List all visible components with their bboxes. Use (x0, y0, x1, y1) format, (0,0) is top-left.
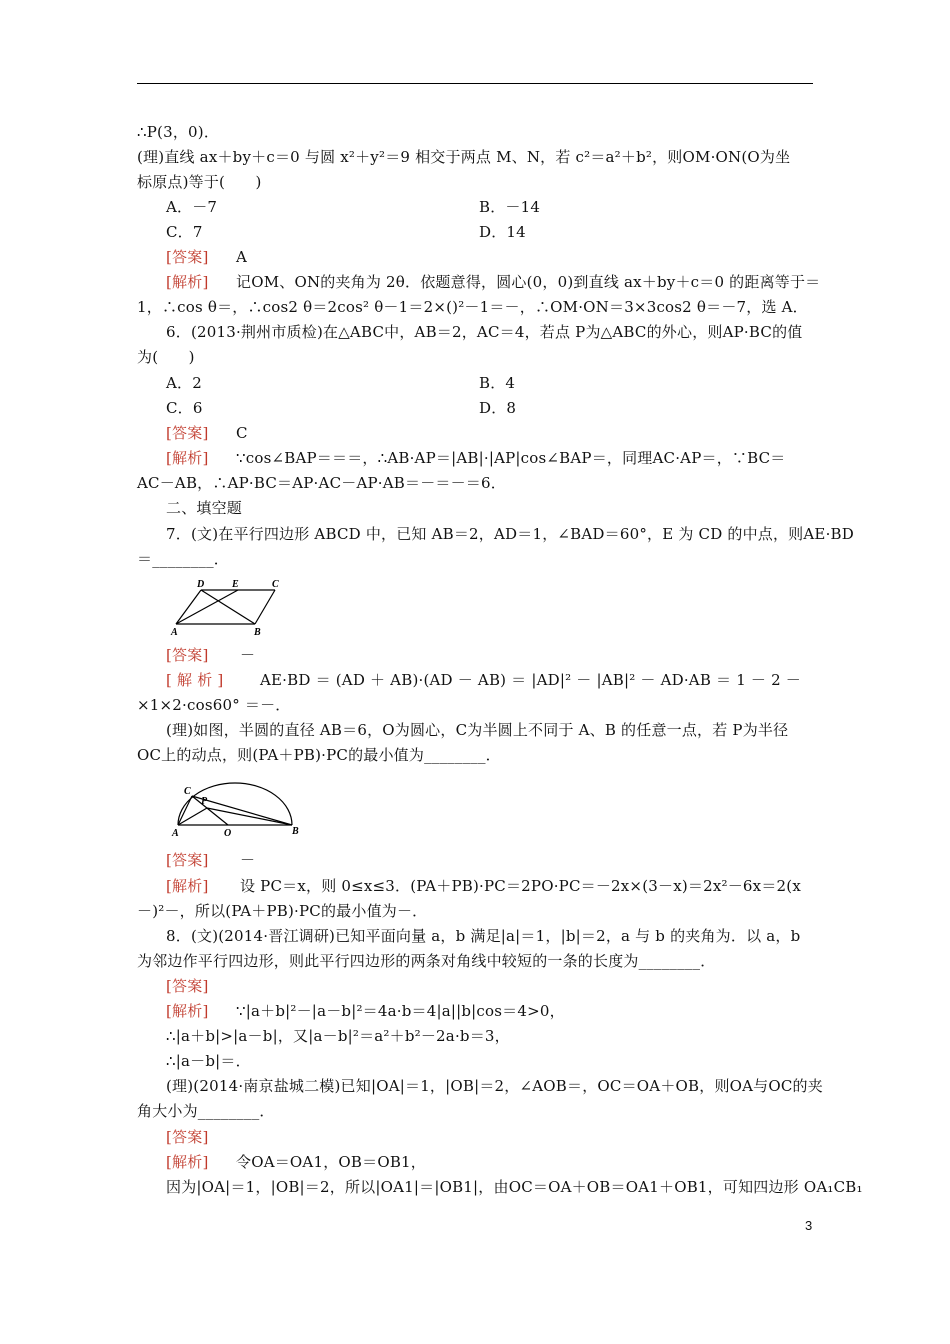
text-line: 标原点)等于( ) (137, 173, 262, 191)
answer-value: － (240, 646, 256, 664)
option-b: B．－14 (479, 198, 541, 216)
text-line: (理)(2014·南京盐城二模)已知|OA|＝1，|OB|＝2，∠AOB＝，OC＝OA＋OB，则OA与OC的夹 (166, 1077, 823, 1095)
option-b: B．4 (479, 374, 516, 392)
text-line: OC上的动点，则(PA＋PB)·PC的最小值为________． (137, 746, 501, 764)
analysis-label: [解析] (166, 273, 209, 291)
text-line: (理)直线 ax＋by＋c＝0 与圆 x²＋y²＝9 相交于两点 M、N，若 c²＝a²＋b²，则OM·ON(O为坐 (137, 148, 791, 166)
header-rule (137, 83, 813, 84)
text-line: 1，∴cos θ＝，∴cos2 θ＝2cos² θ－1＝2×()²－1＝－，∴OM·ON＝3×3cos2 θ＝－7，选 A． (137, 298, 808, 316)
text-line: ∴P(3，0)． (137, 123, 220, 141)
semicircle-figure (170, 776, 300, 838)
answer-label: [答案] (166, 977, 209, 995)
fig1-label-e: E (232, 579, 239, 590)
option-c: C．6 (166, 399, 203, 417)
section-heading: 二、填空题 (166, 499, 243, 517)
text-line: ∵|a＋b|²－|a－b|²＝4a·b＝4|a||b|cos＝4>0， (236, 1002, 565, 1020)
answer-value: － (240, 851, 256, 869)
text-line: ＝________． (137, 550, 230, 568)
text-line: 因为|OA|＝1，|OB|＝2，所以|OA1|＝|OB1|，由OC＝OA＋OB＝OA1＋OB1，可知四边形 OA₁CB₁ (166, 1178, 863, 1196)
fig2-label-p: P (201, 796, 208, 807)
analysis-label: [解析] (166, 449, 209, 467)
option-c: C．7 (166, 223, 203, 241)
question-7: 7．(文)在平行四边形 ABCD 中，已知 AB＝2，AD＝1，∠BAD＝60°，E 为 CD 的中点，则AE·BD (166, 525, 854, 543)
analysis-label: [解析] (166, 877, 209, 895)
text-line: ∴|a＋b|>|a－b|，又|a－b|²＝a²＋b²－2a·b＝3， (166, 1027, 510, 1045)
fig1-label-a: A (171, 627, 178, 638)
fig2-label-o: O (224, 828, 232, 839)
fig1-label-c: C (272, 579, 279, 590)
option-a: A．2 (166, 374, 202, 392)
answer-value: A (236, 248, 248, 266)
fig1-label-d: D (197, 579, 205, 590)
text-line: AC－AB，∴AP·BC＝AP·AC－AP·AB＝－＝－＝6． (137, 474, 506, 492)
text-line: AE·BD ＝ (AD ＋ AB)·(AD － AB) ＝ |AD|² － |AB|² － AD·AB ＝ 1 － 2 － (260, 671, 801, 689)
text-line: (理)如图，半圆的直径 AB＝6，O为圆心，C为半圆上不同于 A、B 的任意一点，若 P为半径 (166, 721, 789, 739)
answer-label: [答案] (166, 424, 209, 442)
parallelogram-figure (168, 576, 288, 640)
text-line: ∴|a－b|＝． (166, 1052, 251, 1070)
answer-label: [答案] (166, 248, 209, 266)
fig2-label-a: A (172, 828, 179, 839)
fig1-label-b: B (254, 627, 261, 638)
text-line: 令OA＝OA1，OB＝OB1， (236, 1153, 426, 1171)
question-8: 8．(文)(2014·晋江调研)已知平面向量 a，b 满足|a|＝1，|b|＝2，a 与 b 的夹角为．以 a，b (166, 927, 801, 945)
option-d: D．8 (479, 399, 517, 417)
analysis-label: [解析] (166, 1153, 209, 1171)
option-a: A．－7 (166, 198, 218, 216)
text-line: 为邻边作平行四边形，则此平行四边形的两条对角线中较短的一条的长度为________． (137, 952, 716, 970)
text-line: 角大小为________． (137, 1102, 275, 1120)
text-line: －)²－，所以(PA＋PB)·PC的最小值为－． (137, 902, 428, 920)
analysis-label: [ 解 析 ] (166, 671, 224, 689)
text-line: ×1×2·cos60° ＝－． (137, 696, 291, 714)
answer-value: C (236, 424, 248, 442)
analysis-label: [解析] (166, 1002, 209, 1020)
answer-label: [答案] (166, 646, 209, 664)
text-line: ∵cos∠BAP＝＝＝，∴AB·AP＝|AB|·|AP|cos∠BAP＝，同理AC·AP＝，∵BC＝ (236, 449, 786, 467)
text-line: 为( ) (137, 348, 195, 366)
answer-label: [答案] (166, 851, 209, 869)
answer-label: [答案] (166, 1128, 209, 1146)
text-line: 记OM、ON的夹角为 2θ．依题意得，圆心(0，0)到直线 ax＋by＋c＝0 的距离等于＝ (236, 273, 821, 291)
option-d: D．14 (479, 223, 526, 241)
fig2-label-b: B (292, 826, 299, 837)
page-number: 3 (805, 1218, 813, 1233)
text-line: 设 PC＝x，则 0≤x≤3．(PA＋PB)·PC＝2PO·PC＝－2x×(3－x)＝2x²－6x＝2(x (240, 877, 801, 895)
fig2-label-c: C (184, 786, 191, 797)
question-6: 6．(2013·荆州市质检)在△ABC中，AB＝2，AC＝4，若点 P为△ABC的外心，则AP·BC的值 (166, 323, 803, 341)
